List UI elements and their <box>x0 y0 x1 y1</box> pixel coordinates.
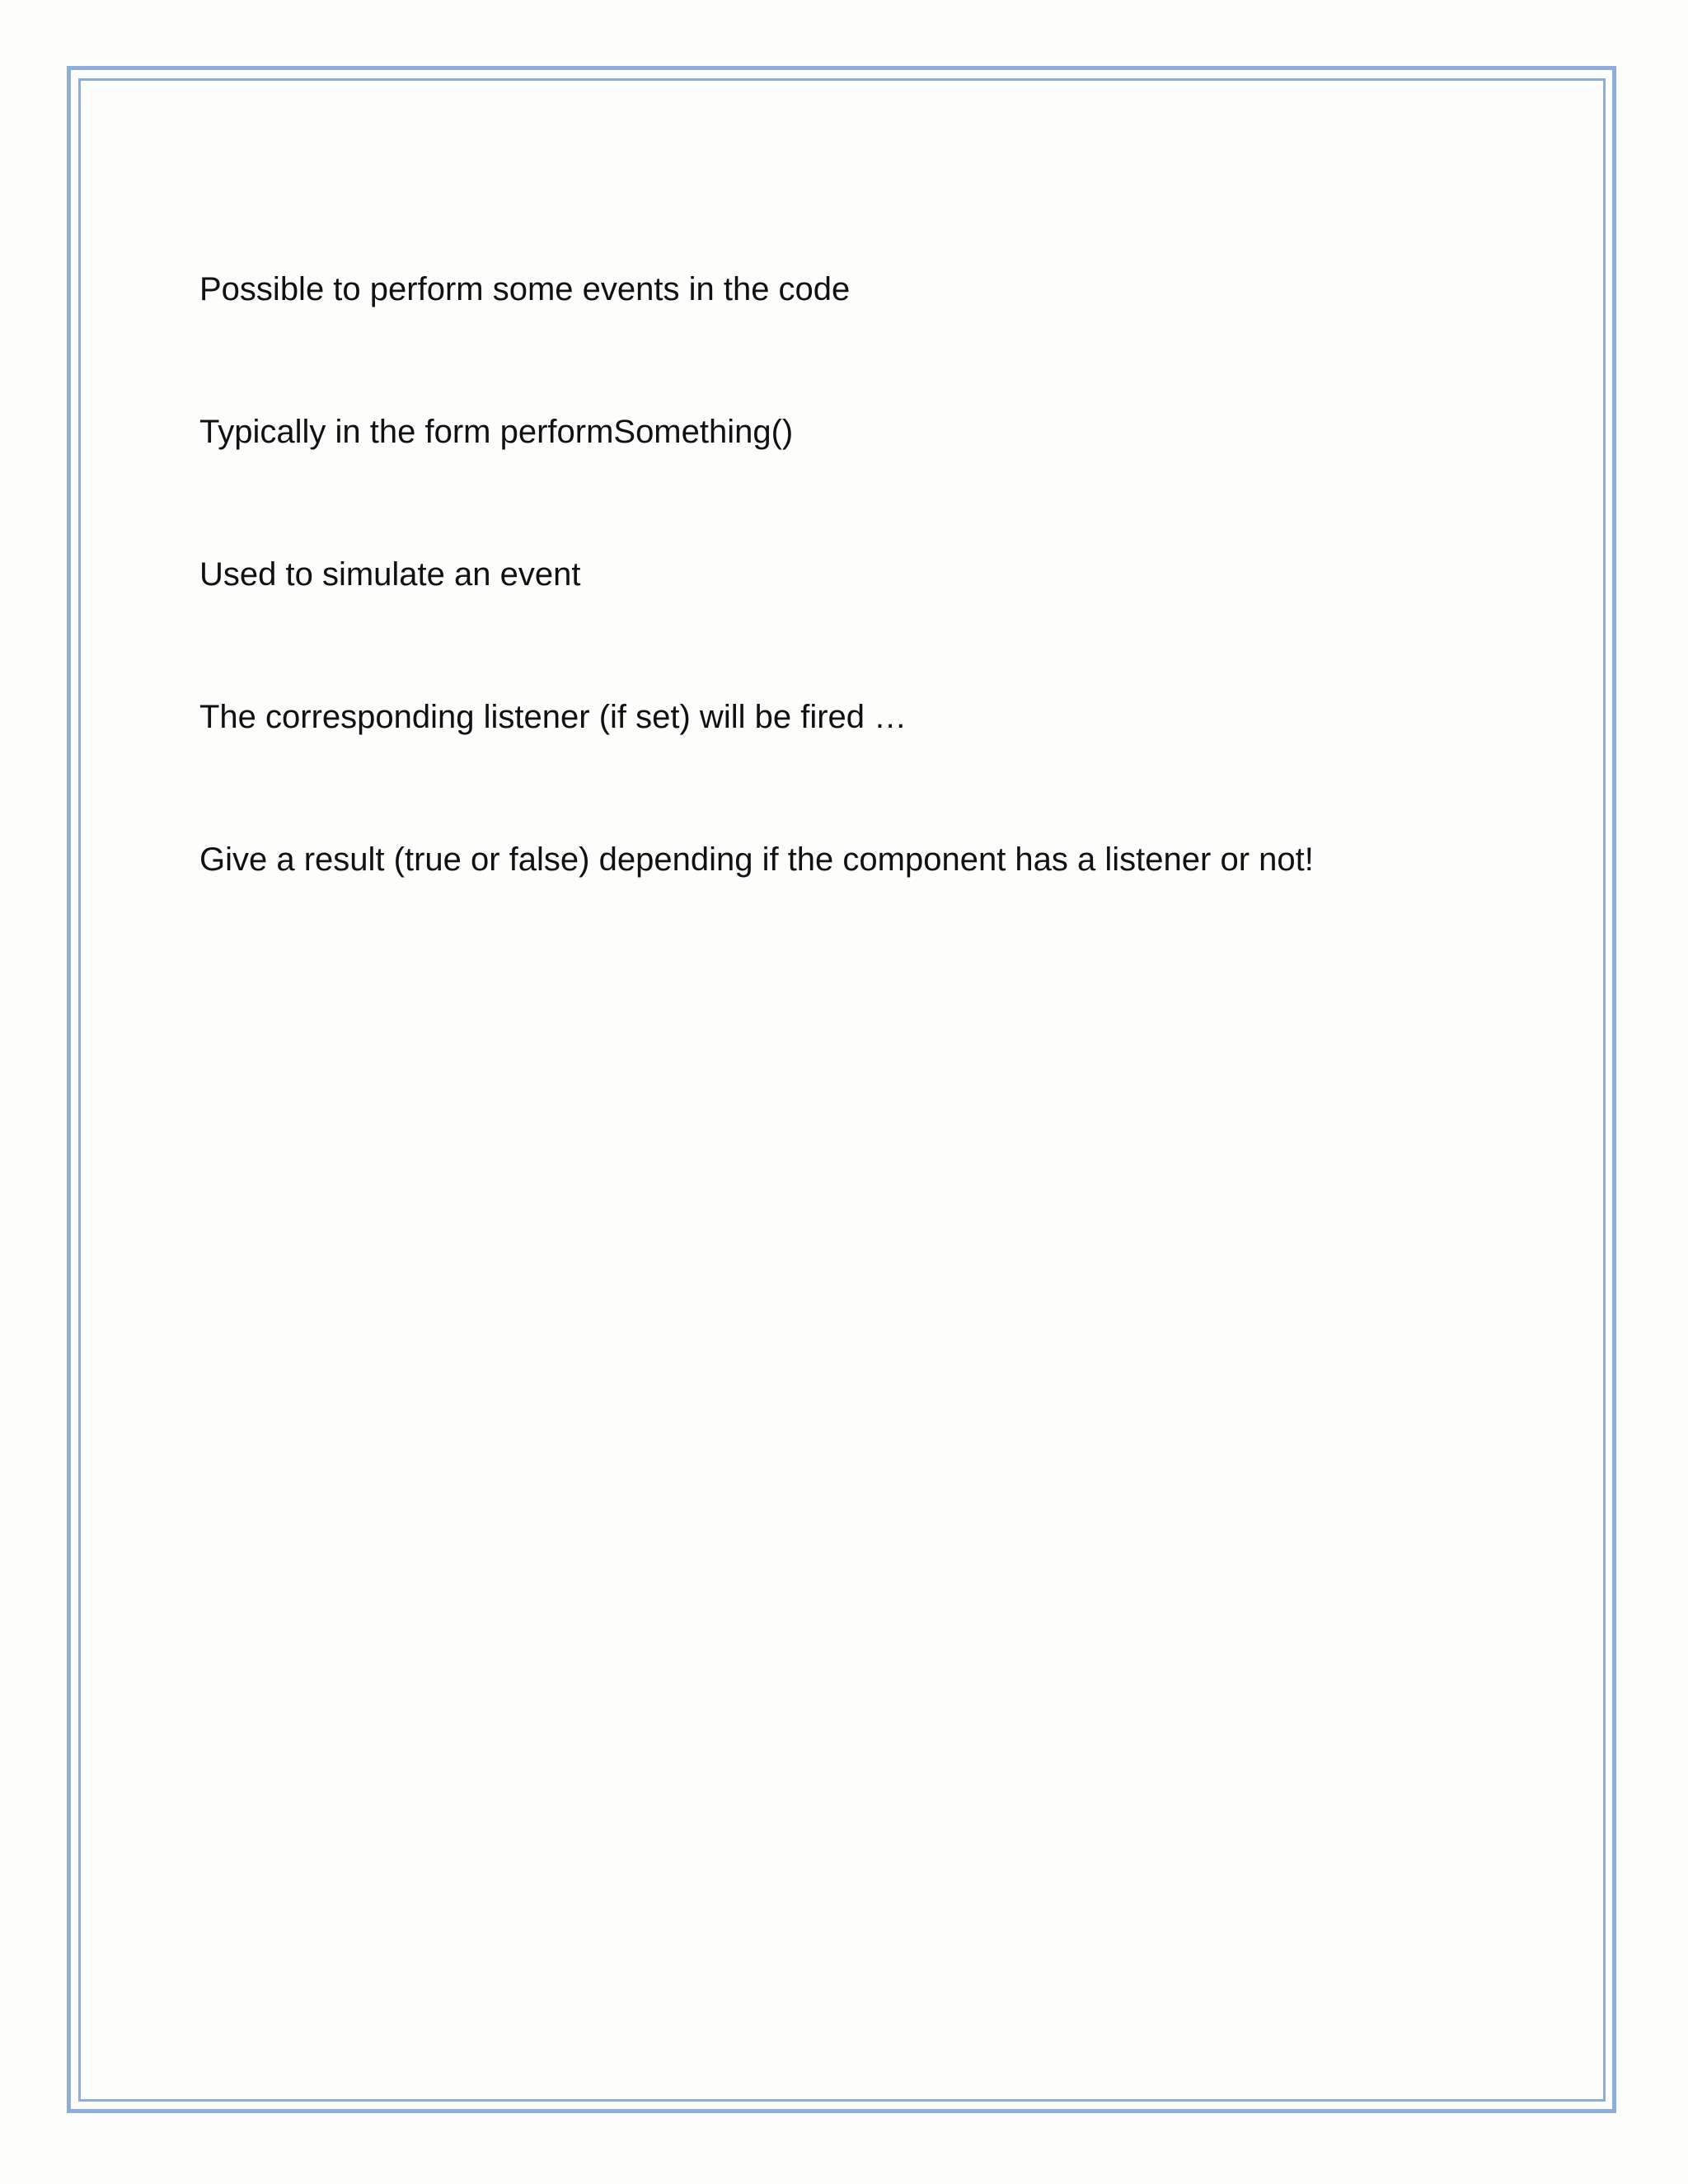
document-content <box>199 264 1535 977</box>
text-line: Possible to perform some events in the code <box>199 271 851 307</box>
text-line: Typically in the form performSomething() <box>199 414 794 450</box>
text-line: Give a result (true or false) depending if the component has a listener or not! <box>199 841 1314 878</box>
text-line: Used to simulate an event <box>199 556 581 593</box>
text-line: The corresponding listener (if set) will be fired … <box>199 699 907 735</box>
